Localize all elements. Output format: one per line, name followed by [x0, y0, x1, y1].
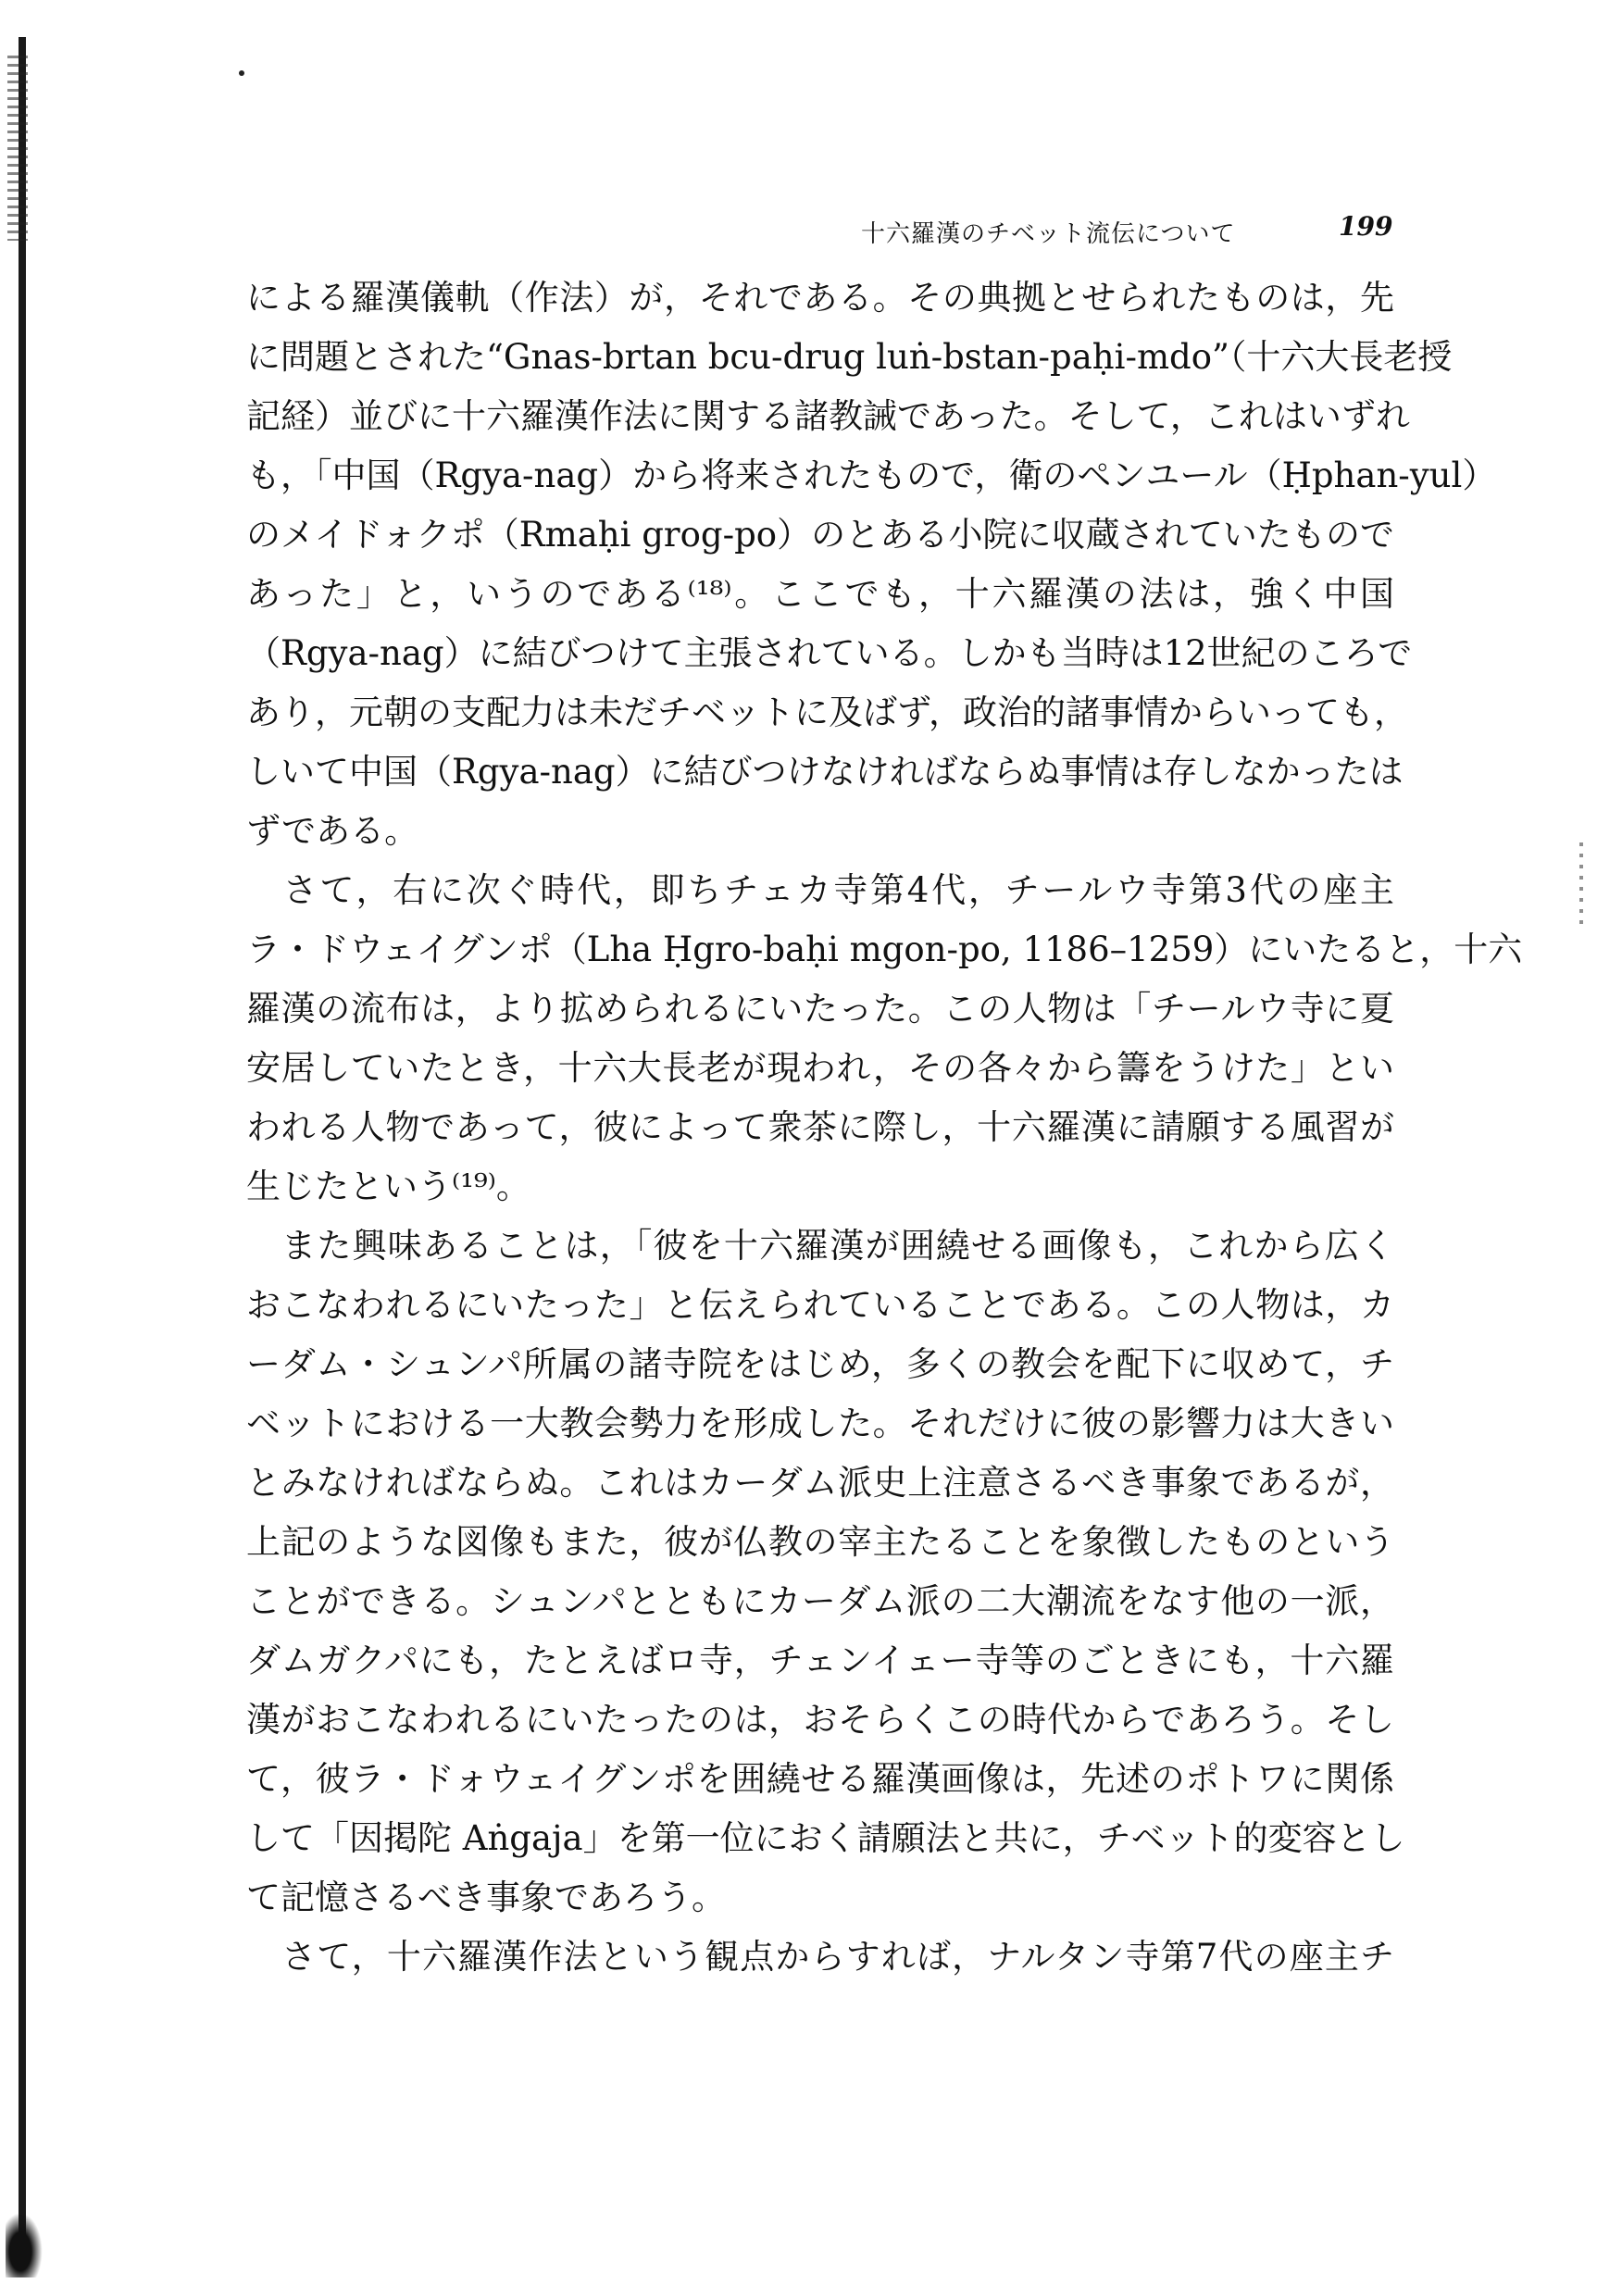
scan-margin-mark: [1579, 842, 1583, 926]
page-number: 199: [1339, 211, 1393, 242]
text-line: われる人物であって，彼によって衆茶に際し，十六羅漢に請願する風習が: [246, 1107, 1394, 1147]
text-line: 記経）並びに十六羅漢作法に関する諸教誡であった。そして，これはいずれ: [246, 396, 1410, 436]
text-line: による羅漢儀軌（作法）が，それである。その典拠とせられたものは，先: [246, 278, 1394, 318]
body-text: [246, 268, 1523, 1987]
text-line: て，彼ラ・ドォウェイグンポを囲繞せる羅漢画像は，先述のポトワに関係: [246, 1759, 1394, 1799]
text-line: ベットにおける一大教会勢力を形成した。それだけに彼の影響力は大きい: [246, 1404, 1394, 1443]
text-line: して「因掲陀 Aṅgaja」を第一位におく請願法と共に，チベット的変容とし: [246, 1818, 1405, 1858]
text-line: ダムガクパにも，たとえばロ寺，チェンイェー寺等のごときにも，十六羅: [246, 1641, 1394, 1680]
text-line: のメイドォクポ（Rmaḥi grog-po）のとある小院に収蔵されていたもので: [246, 515, 1394, 555]
text-line: 漢がおこなわれるにいたったのは，おそらくこの時代からであろう。そし: [246, 1700, 1394, 1740]
text-line: ラ・ドウェイグンポ（Lha Ḥgro-baḥi mgon-po, 1186–1259）にいたると，十六: [246, 930, 1523, 969]
text-line: さて，十六羅漢作法という観点からすれば，ナルタン寺第7代の座主チ: [246, 1937, 1394, 1977]
scan-speck: [239, 70, 244, 76]
book-binding-edge: [19, 37, 26, 2259]
text-line: 安居していたとき，十六大長老が現われ，その各々から籌をうけた」とい: [246, 1048, 1394, 1088]
text-line: あった」と，いうのである⁽¹⁸⁾。ここでも，十六羅漢の法は，強く中国: [246, 574, 1394, 614]
text-line: て記憶さるべき事象であろう。: [246, 1878, 726, 1917]
text-line: おこなわれるにいたった」と伝えられていることである。この人物は，カ: [246, 1285, 1394, 1325]
text-line: 生じたという⁽¹⁹⁾。: [246, 1167, 530, 1206]
text-line: ことができる。シュンパとともにカーダム派の二大潮流をなす他の一派，: [246, 1581, 1394, 1621]
text-line: （Rgya-nag）に結びつけて主張されている。しかも当時は12世紀のころで: [246, 633, 1413, 673]
text-line: 羅漢の流布は，より拡められるにいたった。この人物は「チールウ寺に夏: [246, 989, 1394, 1029]
text-line: あり，元朝の支配力は未だチベットに及ばず，政治的諸事情からいっても，: [246, 693, 1409, 732]
text-line: しいて中国（Rgya-nag）に結びつけなければならぬ事情は存しなかったは: [246, 752, 1404, 792]
binding-ink-blot: [6, 2213, 43, 2277]
text-line: また興味あることは，「彼を十六羅漢が囲繞せる画像も，これから広く: [246, 1226, 1394, 1266]
binding-stitch-marks: [7, 56, 28, 241]
text-line: とみなければならぬ。これはカーダム派史上注意さるべき事象であるが，: [246, 1463, 1394, 1503]
text-line: さて，右に次ぐ時代，即ちチェカ寺第4代，チールウ寺第3代の座主: [246, 870, 1394, 910]
running-head: 十六羅漢のチベット流伝について: [861, 220, 1236, 248]
text-line: も，「中国（Rgya-nag）から将来されたもので，衛のペンユール（Ḥphan-yul）: [246, 455, 1497, 495]
text-line: ーダム・シュンパ所属の諸寺院をはじめ，多くの教会を配下に収めて，チ: [246, 1344, 1394, 1384]
text-line: ずである。: [246, 811, 419, 851]
text-line: に問題とされた“Gnas-brtan bcu-drug luṅ-bstan-paḥi-mdo”（十六大長老授: [246, 337, 1453, 377]
text-line: 上記のような図像もまた，彼が仏教の宰主たることを象徴したものという: [246, 1522, 1394, 1562]
